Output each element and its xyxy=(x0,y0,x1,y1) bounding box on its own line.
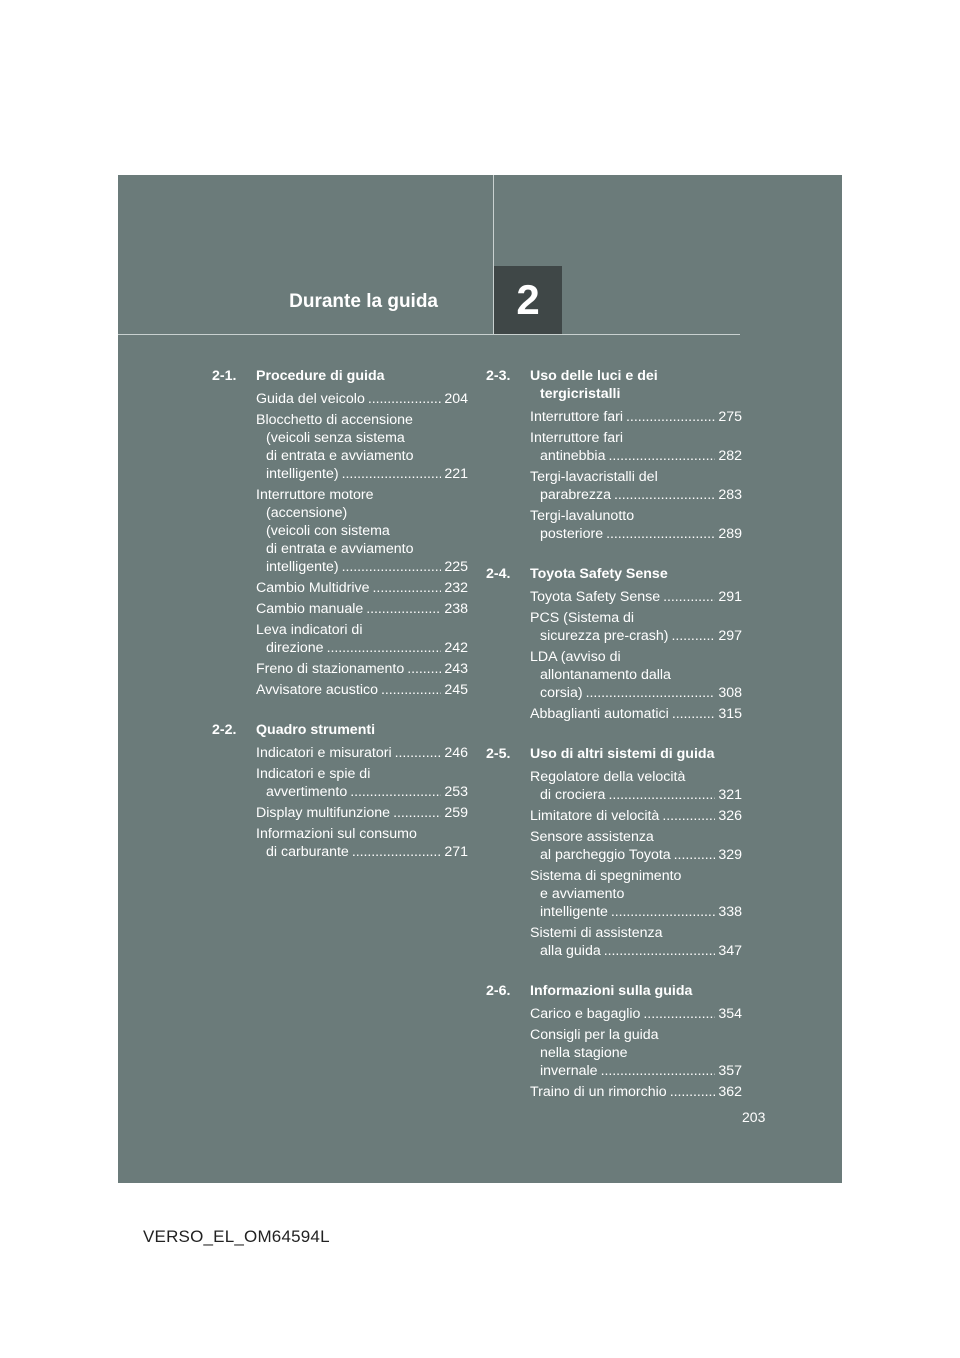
entry-page-number: 297 xyxy=(718,628,742,644)
dot-leader xyxy=(663,588,715,606)
entry-text-line: direzione xyxy=(266,640,324,656)
toc-entry[interactable] xyxy=(486,705,742,723)
toc-entry[interactable] xyxy=(486,867,742,921)
entry-text-line: alla guida xyxy=(540,943,601,959)
entry-text-line: intelligente) xyxy=(266,559,339,575)
entry-text-line: Consigli per la guida xyxy=(530,1027,659,1043)
toc-section xyxy=(486,982,742,1101)
entry-page-number: 291 xyxy=(718,589,742,605)
entry-page-number: 289 xyxy=(718,526,742,542)
chapter-number: 2 xyxy=(516,276,540,323)
entry-page-number: 275 xyxy=(718,409,742,425)
entry-text-line: Indicatori e misuratori xyxy=(256,745,392,761)
entry-text-line: Indicatori e spie di xyxy=(256,766,371,782)
dot-leader xyxy=(604,942,716,960)
toc-entry[interactable] xyxy=(212,390,468,408)
entry-text-line: (accensione) xyxy=(266,505,348,521)
chapter-title: Durante la guida xyxy=(289,291,438,312)
toc-entry[interactable] xyxy=(486,609,742,645)
section-heading[interactable] xyxy=(486,367,742,403)
entry-page-number: 362 xyxy=(718,1084,742,1100)
dot-leader xyxy=(342,558,442,576)
toc-entry[interactable] xyxy=(212,804,468,822)
entry-text-line: Blocchetto di accensione xyxy=(256,412,413,428)
entry-text-line: Toyota Safety Sense xyxy=(530,589,661,605)
entry-page-number: 329 xyxy=(718,847,742,863)
entry-page-number: 253 xyxy=(444,784,468,800)
toc-section xyxy=(212,367,468,699)
dot-leader xyxy=(626,408,715,426)
toc-entry[interactable] xyxy=(486,429,742,465)
entry-page-number: 308 xyxy=(718,685,742,701)
toc-entry[interactable] xyxy=(486,468,742,504)
entry-page-number: 243 xyxy=(444,661,468,677)
entry-text-line: Sistema di spegnimento xyxy=(530,868,682,884)
entry-text-line: Freno di stazionamento xyxy=(256,661,405,677)
entry-page-number: 347 xyxy=(718,943,742,959)
toc-column-left xyxy=(212,367,468,883)
entry-text-line: nella stagione xyxy=(540,1045,628,1061)
entry-page-number: 321 xyxy=(718,787,742,803)
toc-entry[interactable] xyxy=(212,579,468,597)
section-number: 2-2. xyxy=(212,722,237,738)
toc-section xyxy=(212,721,468,861)
entry-text-line: (veicoli senza sistema xyxy=(266,430,405,446)
section-title-line: Uso di altri sistemi di guida xyxy=(530,746,715,762)
entry-text-line: LDA (avviso di xyxy=(530,649,621,665)
toc-entry[interactable] xyxy=(212,621,468,657)
dot-leader xyxy=(611,903,715,921)
dot-leader xyxy=(366,600,441,618)
entry-text-line: allontanamento dalla xyxy=(540,667,671,683)
section-number: 2-4. xyxy=(486,566,511,582)
dot-leader xyxy=(614,486,715,504)
toc-entry[interactable] xyxy=(486,507,742,543)
entry-page-number: 204 xyxy=(444,391,468,407)
section-title-line: Toyota Safety Sense xyxy=(530,566,668,582)
entry-text-line: Regolatore della velocità xyxy=(530,769,686,785)
entry-text-line: PCS (Sistema di xyxy=(530,610,635,626)
entry-text-line: Carico e bagaglio xyxy=(530,1006,641,1022)
dot-leader xyxy=(606,525,715,543)
dot-leader xyxy=(373,579,442,597)
chapter-number-box xyxy=(494,266,562,334)
section-heading[interactable] xyxy=(212,367,468,385)
entry-text-line: di entrata e avviamento xyxy=(266,541,414,557)
entry-page-number: 238 xyxy=(444,601,468,617)
entry-text-line: Cambio Multidrive xyxy=(256,580,370,596)
entry-text-line: di entrata e avviamento xyxy=(266,448,414,464)
toc-entry[interactable] xyxy=(486,1026,742,1080)
entry-text-line: Informazioni sul consumo xyxy=(256,826,417,842)
toc-entry[interactable] xyxy=(486,924,742,960)
section-number: 2-3. xyxy=(486,368,511,384)
dot-leader xyxy=(674,846,716,864)
entry-page-number: 354 xyxy=(718,1006,742,1022)
entry-text-line: Abbaglianti automatici xyxy=(530,706,669,722)
entry-page-number: 315 xyxy=(718,706,742,722)
toc-section xyxy=(486,565,742,723)
toc-section xyxy=(486,745,742,960)
entry-page-number: 245 xyxy=(444,682,468,698)
entry-text-line: Guida del veicolo xyxy=(256,391,365,407)
dot-leader xyxy=(327,639,442,657)
dot-leader xyxy=(672,705,716,723)
page-number: 203 xyxy=(742,1109,766,1125)
entry-text-line: (veicoli con sistema xyxy=(266,523,390,539)
entry-text-line: Avvisatore acustico xyxy=(256,682,378,698)
entry-page-number: 232 xyxy=(444,580,468,596)
section-title xyxy=(530,745,742,763)
dot-leader xyxy=(586,684,716,702)
entry-text-line: intelligente xyxy=(540,904,608,920)
section-title-line: tergicristalli xyxy=(540,386,621,402)
entry-text-line: Traino di un rimorchio xyxy=(530,1084,667,1100)
entry-text-line: sicurezza pre-crash) xyxy=(540,628,669,644)
dot-leader xyxy=(662,807,715,825)
entry-page-number: 221 xyxy=(444,466,468,482)
entry-text-line: Cambio manuale xyxy=(256,601,364,617)
entry-text-line: corsia) xyxy=(540,685,583,701)
entry-text-line: di crociera xyxy=(540,787,606,803)
entry-page-number: 271 xyxy=(444,844,468,860)
entry-text-line: Sensore assistenza xyxy=(530,829,654,845)
toc-entry[interactable] xyxy=(212,825,468,861)
entry-page-number: 242 xyxy=(444,640,468,656)
entry-text-line: avvertimento xyxy=(266,784,348,800)
dot-leader xyxy=(350,783,441,801)
toc-entry[interactable] xyxy=(212,765,468,801)
toc-entry[interactable] xyxy=(486,408,742,426)
section-title xyxy=(256,367,468,385)
dot-leader xyxy=(393,804,441,822)
dot-leader xyxy=(601,1062,716,1080)
toc-column-right xyxy=(486,367,742,1123)
section-heading[interactable] xyxy=(486,565,742,583)
dot-leader xyxy=(670,1083,716,1101)
entry-page-number: 338 xyxy=(718,904,742,920)
dot-leader xyxy=(352,843,442,861)
entry-text-line: Tergi-lavacristalli del xyxy=(530,469,658,485)
entry-page-number: 283 xyxy=(718,487,742,503)
toc-entry[interactable] xyxy=(486,807,742,825)
toc-entry[interactable] xyxy=(486,588,742,606)
horizontal-divider xyxy=(118,334,740,335)
entry-text-line: Interruttore fari xyxy=(530,430,624,446)
entry-page-number: 259 xyxy=(444,805,468,821)
entry-text-line: posteriore xyxy=(540,526,604,542)
toc-entry[interactable] xyxy=(212,660,468,678)
dot-leader xyxy=(643,1005,715,1023)
dot-leader xyxy=(672,627,716,645)
document-code: VERSO_EL_OM64594L xyxy=(143,1227,330,1246)
section-heading[interactable] xyxy=(212,721,468,739)
section-number: 2-5. xyxy=(486,746,511,762)
toc-entry[interactable] xyxy=(212,411,468,483)
entry-text-line: Display multifunzione xyxy=(256,805,391,821)
dot-leader xyxy=(395,744,442,762)
section-number: 2-1. xyxy=(212,368,237,384)
entry-text-line: intelligente) xyxy=(266,466,339,482)
toc-entry[interactable] xyxy=(486,768,742,804)
section-title xyxy=(530,982,742,1000)
entry-text-line: Interruttore motore xyxy=(256,487,374,503)
entry-text-line: al parcheggio Toyota xyxy=(540,847,671,863)
toc-entry[interactable] xyxy=(486,1005,742,1023)
dot-leader xyxy=(381,681,441,699)
section-title-line: Procedure di guida xyxy=(256,368,385,384)
toc-entry[interactable] xyxy=(486,648,742,702)
toc-entry[interactable] xyxy=(212,486,468,576)
entry-text-line: Leva indicatori di xyxy=(256,622,363,638)
entry-text-line: invernale xyxy=(540,1063,598,1079)
dot-leader xyxy=(342,465,442,483)
section-heading[interactable] xyxy=(486,982,742,1000)
dot-leader xyxy=(368,390,441,408)
entry-text-line: di carburante xyxy=(266,844,349,860)
entry-text-line: Tergi-lavalunotto xyxy=(530,508,635,524)
section-title xyxy=(530,367,742,403)
section-title-line: Quadro strumenti xyxy=(256,722,376,738)
toc-entry[interactable] xyxy=(486,828,742,864)
section-number: 2-6. xyxy=(486,983,511,999)
toc-entry[interactable] xyxy=(486,1083,742,1101)
entry-page-number: 326 xyxy=(718,808,742,824)
section-heading[interactable] xyxy=(486,745,742,763)
section-title-line: Informazioni sulla guida xyxy=(530,983,693,999)
entry-text-line: Interruttore fari xyxy=(530,409,624,425)
entry-text-line: parabrezza xyxy=(540,487,611,503)
entry-page-number: 225 xyxy=(444,559,468,575)
entry-text-line: Limitatore di velocità xyxy=(530,808,660,824)
toc-entry[interactable] xyxy=(212,681,468,699)
entry-text-line: e avviamento xyxy=(540,886,625,902)
section-title xyxy=(256,721,468,739)
entry-page-number: 246 xyxy=(444,745,468,761)
dot-leader xyxy=(407,660,441,678)
entry-text-line: antinebbia xyxy=(540,448,606,464)
toc-entry[interactable] xyxy=(212,600,468,618)
section-title-line: Uso delle luci e dei xyxy=(530,368,658,384)
entry-page-number: 282 xyxy=(718,448,742,464)
section-title xyxy=(530,565,742,583)
dot-leader xyxy=(608,786,715,804)
entry-page-number: 357 xyxy=(718,1063,742,1079)
dot-leader xyxy=(608,447,715,465)
toc-entry[interactable] xyxy=(212,744,468,762)
toc-section xyxy=(486,367,742,543)
entry-text-line: Sistemi di assistenza xyxy=(530,925,663,941)
